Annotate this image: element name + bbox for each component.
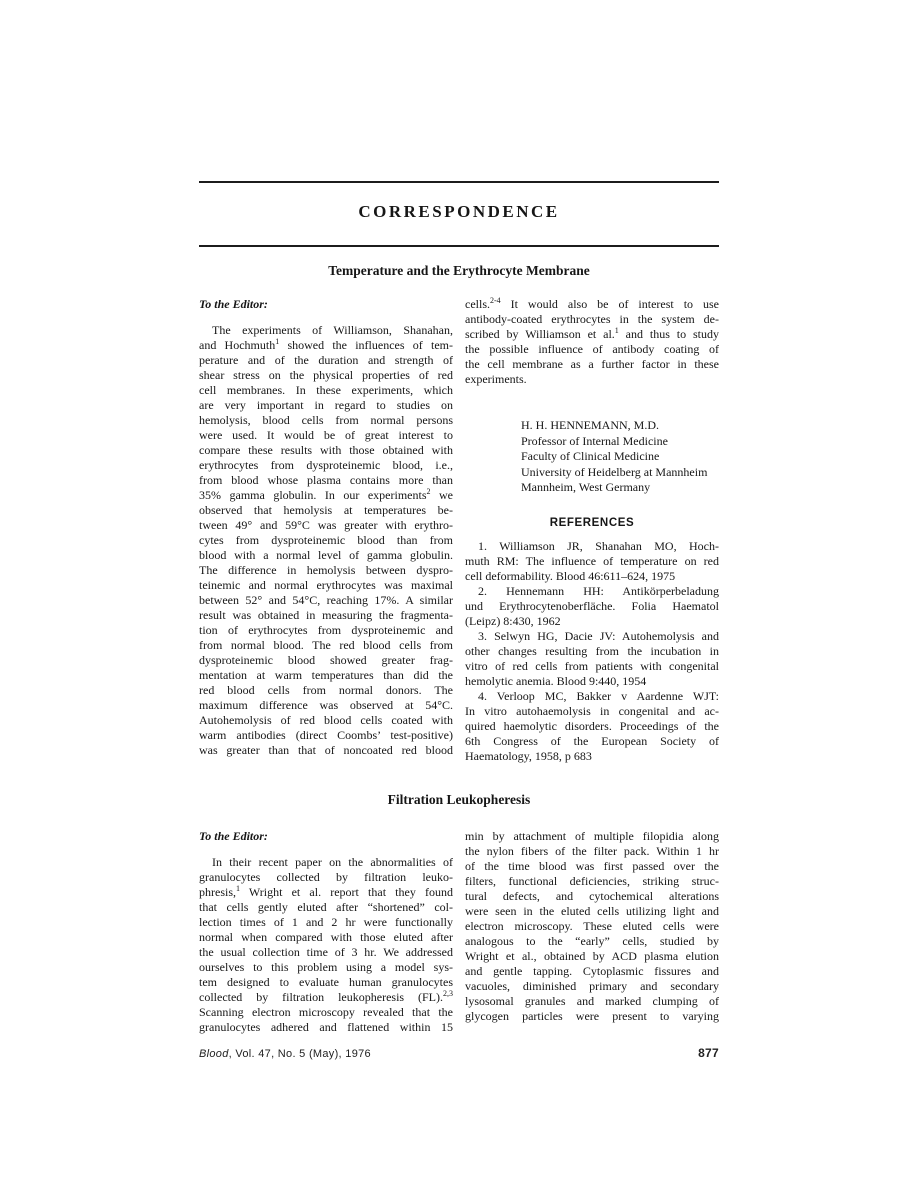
top-rule (199, 181, 719, 183)
references-list (465, 539, 719, 764)
journal-issue-info: , Vol. 47, No. 5 (May), 1976 (228, 1048, 371, 1060)
reference-item: 2. Hennemann HH: Antikörperbeladung und Erythrocytenoberfläche. Folia Haematol (Leipz) 8:430, 1962 (465, 583, 719, 628)
letter1-right-column (465, 297, 719, 764)
section-heading: CORRESPONDENCE (358, 202, 560, 221)
reference-item: 1. Williamson JR, Shanahan MO, Hoch- muth RM: The influence of temperature on red cell deformability. Blood 46:611–624, 1975 (465, 538, 719, 583)
letter1-left-column (199, 297, 453, 758)
letter1-title: Temperature and the Erythrocyte Membrane (328, 263, 590, 278)
letter2-right-paragraph: min by attachment of multiple filopidia along the nylon fibers of the filter pack. Within 1 hr of the time blood was first passed over the filters, functional deficiencies, striking struc- tural defects, and cytochemical alterations were seen in the eluted cells utilizing light and electron microscopy. These eluted cells were analogous to the “early” cells, studied by Wright et al., obtained by ACD plasma elution and gentle tapping. Cytoplasmic fissures and vacuoles, diminished primary and secondary lysosomal granules and marked clumping of glycogen particles were present to varying (465, 829, 719, 1023)
reference-item: 4. Verloop MC, Bakker v Aardenne WJT: In vitro autohaemolysis in congenital and ac- quired haemolytic disorders. Proceedings of the 6th Congress of the European Society of Haematology, 1958, p 683 (465, 688, 719, 763)
references-heading: REFERENCES (549, 516, 635, 529)
letter2-body (199, 829, 719, 1035)
mid-rule (199, 245, 719, 247)
page-footer (199, 1046, 719, 1060)
letter1-right-paragraph: cells.$^{2-4}$ It would also be of interest to use antibody-coated erythrocytes in the system de- scribed by Williamson et al.$^1$ and thus to study the possible influence of antibody coating of the cell membrane as a further factor in these experiments. (465, 296, 719, 386)
reference-item: 3. Selwyn HG, Dacie JV: Autohemolysis and other changes resulting from the incubation in vitro of red cells from patients with congenital hemolytic anemia. Blood 9:440, 1954 (465, 628, 719, 688)
letter2-salutation: To the Editor: (199, 829, 268, 843)
journal-citation (199, 1048, 371, 1060)
page-number: 877 (698, 1046, 719, 1060)
letter2-right-column (465, 829, 719, 1024)
signature-block: H. H. HENNEMANN, M.D. Professor of Internal Medicine Faculty of Clinical Medicine University of Heidelberg at Mannheim Mannheim, West Germany (521, 418, 708, 494)
journal-title: Blood (199, 1048, 229, 1060)
letter2-left-column (199, 829, 453, 1035)
letter1-salutation: To the Editor: (199, 297, 268, 311)
letter2-left-paragraph: In their recent paper on the abnormalities of granulocytes collected by filtration leuko- phresis,$^1$ Wright et al. report that they found that cells gently eluted after “shortened” col- lection times of 1 and 2 hr were functionally normal when compared with those eluted after the usual collection time of 3 hr. We addressed ourselves to this problem using a model sys- tem designed to evaluate human granulocytes collected by filtration leukopheresis (FL).$^{2,3}$ Scanning electron microscopy revealed that the granulocytes adhered and flattened within 15 (199, 855, 453, 1034)
letter1-left-paragraph: The experiments of Williamson, Shanahan, and Hochmuth$^1$ showed the influences of tem- perature and of the duration and strength of shear stress on the physical properties of red cell membranes. In these experiments, which are very important in regard to studies on hemolysis, blood cells from normal persons were used. It would be of great interest to compare these results with those obtained with erythrocytes from dysproteinemic blood, i.e., from blood whose plasma contains more than 35% gamma globulin. In our experiments$^2$ we observed that hemolysis at temperatures be- tween 49° and 59°C was greater with erythro- cytes from dysproteinemic blood than from blood with a normal level of gamma globulin. The difference in hemolysis between dyspro- teinemic and normal erythrocytes was maximal between 52° and 54°C, reaching 17%. A similar result was obtained in measuring the fragmenta- tion of erythrocytes from dysproteinemic and from normal blood. The red blood cells from dysproteinemic blood showed greater frag- mentation at warm temperatures than did the red blood cells from normal donors. The maximum difference was observed at 54°C. Autohemolysis of red blood cells coated with warm antibodies (direct Coombs’ test-positive) was greater than that of noncoated red blood (199, 323, 453, 757)
letter2-title: Filtration Leukopheresis (387, 792, 531, 807)
letter1-body (199, 297, 719, 764)
